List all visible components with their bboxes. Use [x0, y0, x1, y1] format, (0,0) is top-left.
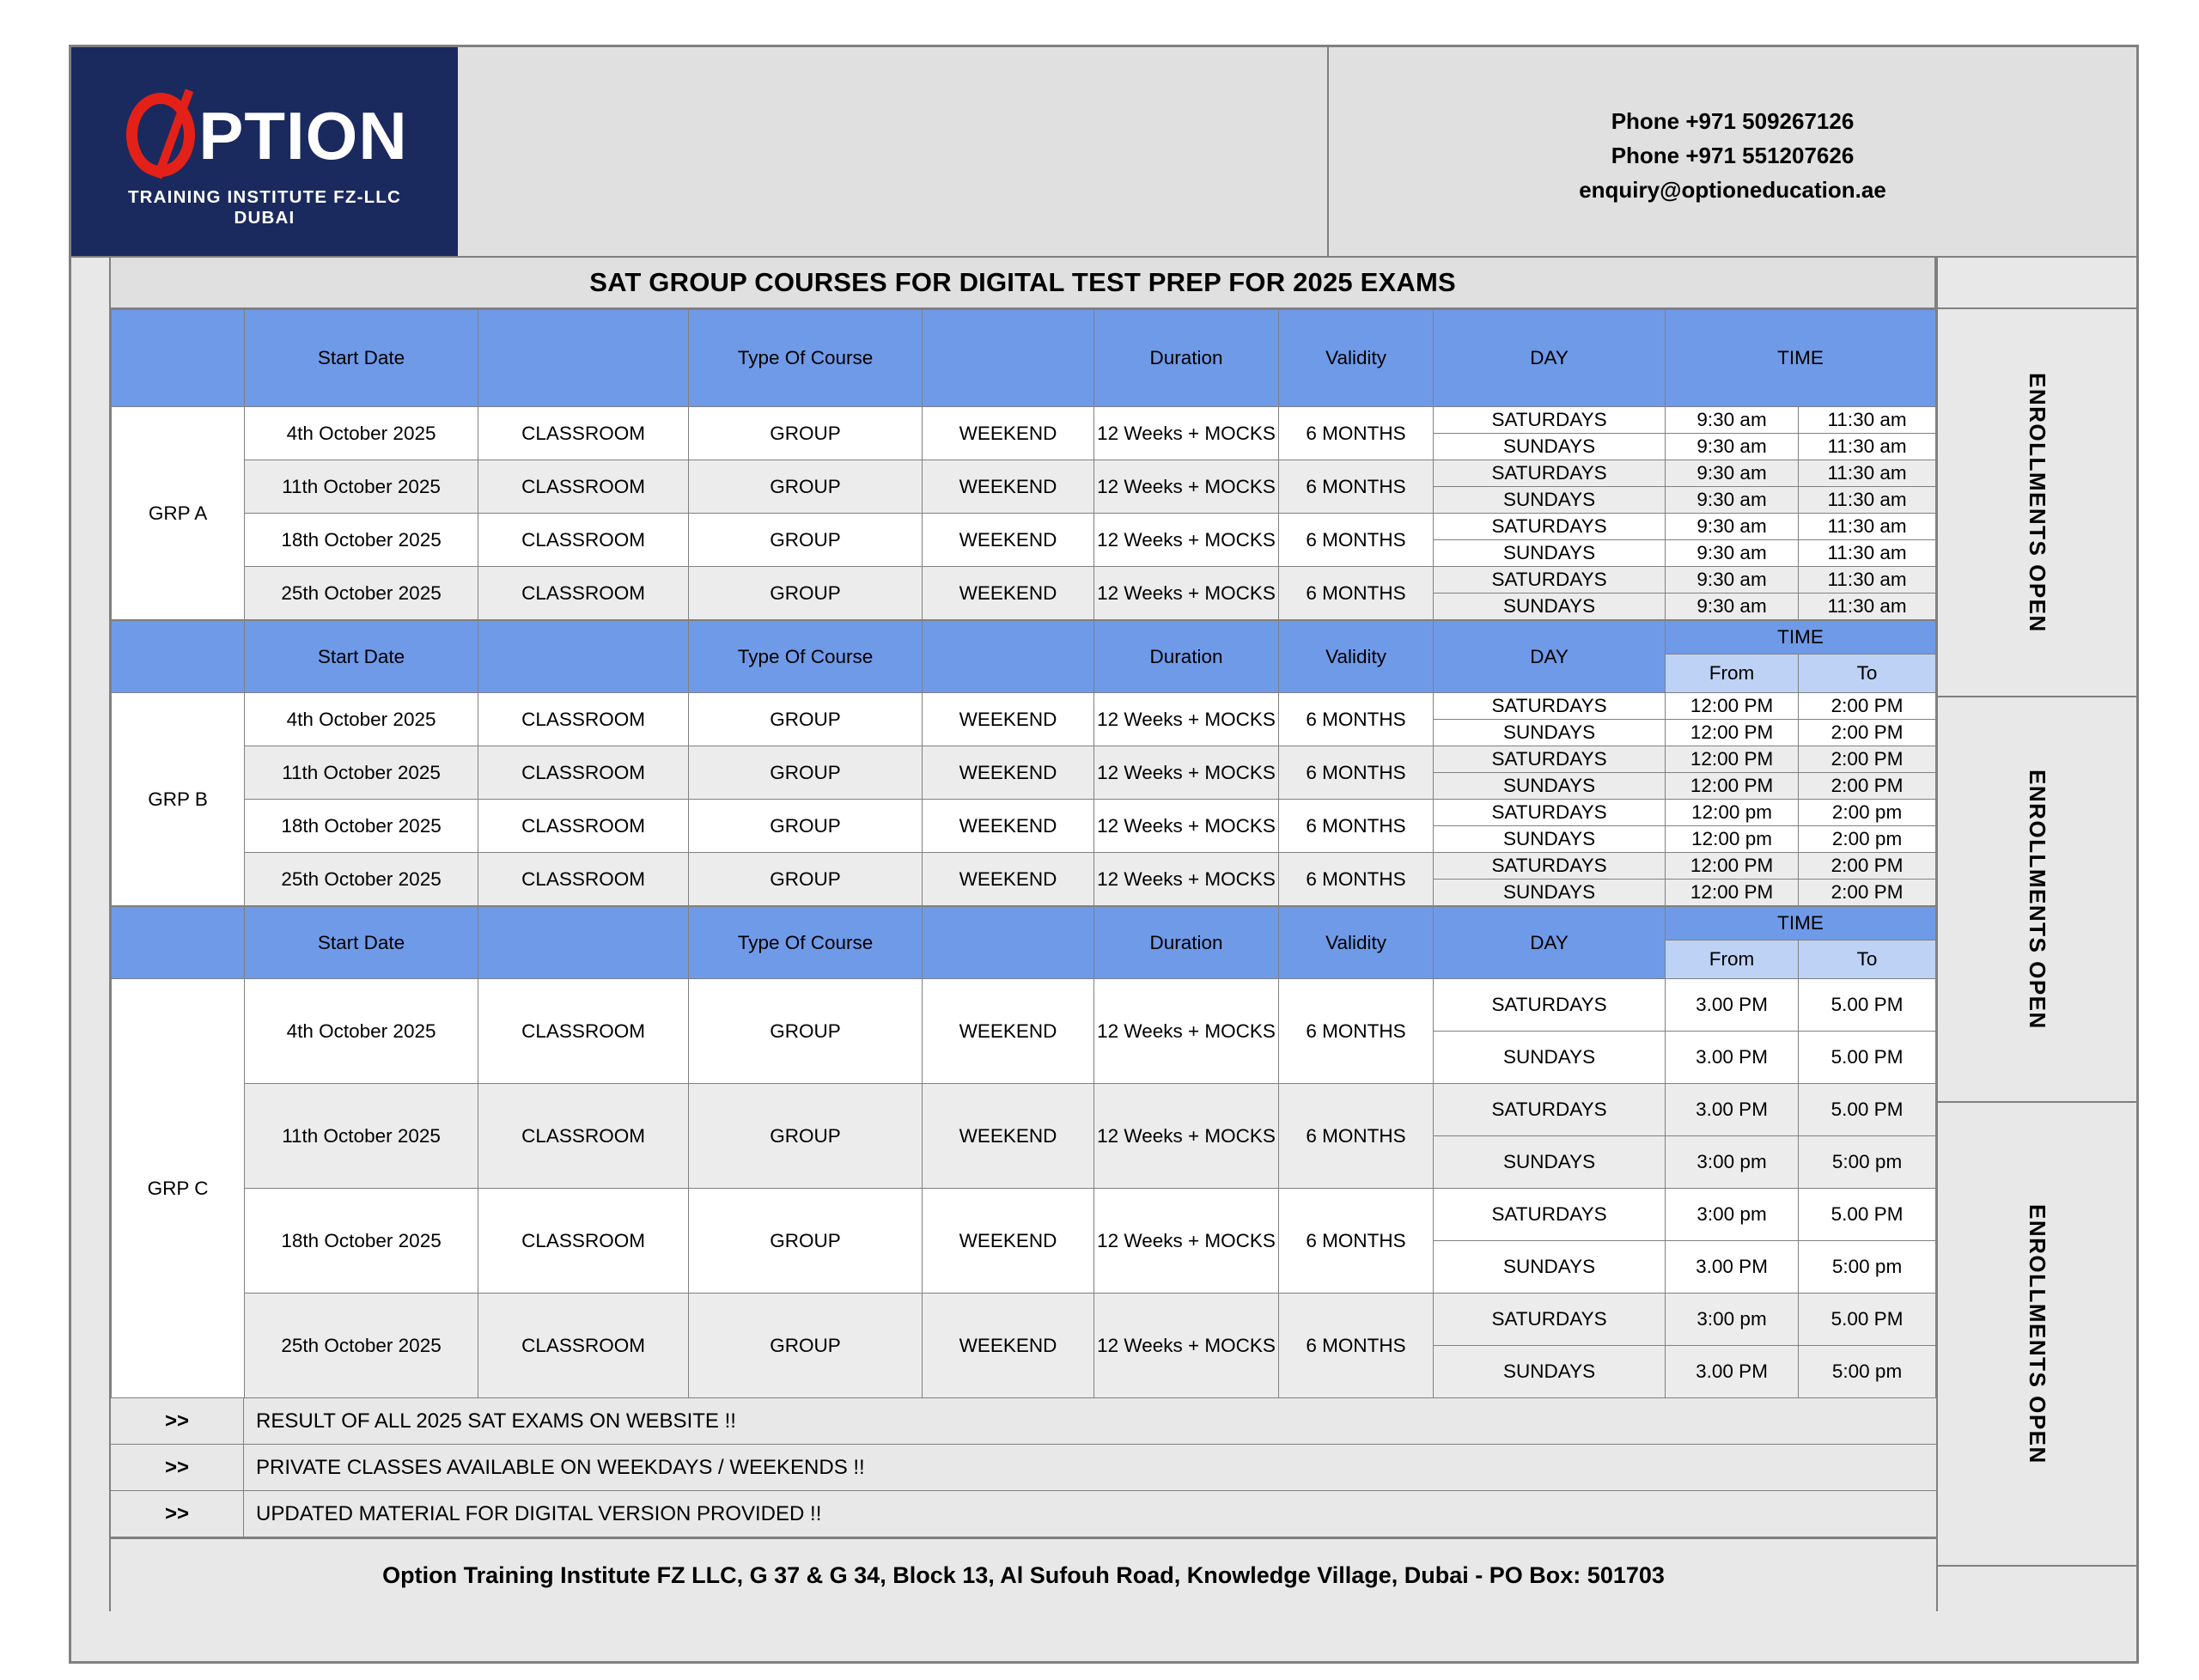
header-day: DAY — [1434, 621, 1666, 693]
bottom-padding — [71, 1611, 2136, 1661]
cell-time-from: 3.00 PM — [1666, 1346, 1799, 1398]
cell-time-to: 2:00 pm — [1799, 826, 1936, 853]
cell-start-date: 11th October 2025 — [245, 1084, 478, 1189]
cell-day: SUNDAYS — [1434, 1346, 1666, 1398]
cell-validity: 6 MONTHS — [1279, 407, 1434, 460]
cell-time-to: 5.00 PM — [1799, 979, 1936, 1032]
schedule-table-grp-a — [111, 309, 1936, 620]
cell-start-date: 4th October 2025 — [245, 979, 478, 1084]
enrollments-open-label: ENROLLMENTS OPEN — [2025, 1203, 2051, 1464]
cell-duration: 12 Weeks + MOCKS — [1094, 1293, 1279, 1398]
cell-duration: 12 Weeks + MOCKS — [1094, 1084, 1279, 1189]
enrollments-column — [1936, 258, 2136, 1611]
cell-time-from: 12:00 PM — [1666, 693, 1799, 720]
cell-time-from: 12:00 PM — [1666, 880, 1799, 906]
enrollments-open-grp-b — [1938, 697, 2136, 1103]
flyer-sheet — [69, 45, 2139, 1664]
cell-day: SATURDAYS — [1434, 514, 1666, 540]
cell-time-to: 11:30 am — [1799, 593, 1936, 620]
note-row — [111, 1398, 1936, 1445]
cell-start-date: 25th October 2025 — [245, 1293, 478, 1398]
note-arrow: >> — [111, 1445, 244, 1490]
header-type-of-course: Type Of Course — [689, 621, 923, 693]
cell-time-to: 2:00 PM — [1799, 853, 1936, 880]
schedule-table-grp-b — [111, 620, 1936, 906]
cell-time-from: 12:00 pm — [1666, 800, 1799, 826]
brand-logo — [71, 47, 458, 256]
cell-when: WEEKEND — [923, 1084, 1094, 1189]
cell-time-to: 5:00 pm — [1799, 1136, 1936, 1189]
header-type-of-course: Type Of Course — [689, 907, 923, 979]
note-text: RESULT OF ALL 2025 SAT EXAMS ON WEBSITE !! — [256, 1409, 736, 1433]
table-row — [112, 693, 1936, 720]
cell-day: SATURDAYS — [1434, 800, 1666, 826]
cell-duration: 12 Weeks + MOCKS — [1094, 693, 1279, 746]
cell-type: GROUP — [689, 460, 923, 514]
table-row — [112, 1189, 1936, 1241]
cell-duration: 12 Weeks + MOCKS — [1094, 979, 1279, 1084]
cell-time-to: 2:00 PM — [1799, 773, 1936, 800]
brand-subtitle-1: TRAINING INSTITUTE FZ-LLC — [127, 186, 402, 207]
cell-time-to: 2:00 PM — [1799, 880, 1936, 906]
header-validity: Validity — [1279, 310, 1434, 407]
note-row — [111, 1491, 1936, 1537]
cell-when: WEEKEND — [923, 407, 1094, 460]
cell-type: GROUP — [689, 746, 923, 800]
cell-mode: CLASSROOM — [478, 693, 689, 746]
cell-duration: 12 Weeks + MOCKS — [1094, 407, 1279, 460]
cell-time-from: 9:30 am — [1666, 434, 1799, 460]
cell-mode: CLASSROOM — [478, 1084, 689, 1189]
cell-day: SUNDAYS — [1434, 1136, 1666, 1189]
cell-day: SUNDAYS — [1434, 540, 1666, 567]
cell-day: SUNDAYS — [1434, 487, 1666, 514]
table-row — [112, 460, 1936, 487]
cell-day: SUNDAYS — [1434, 826, 1666, 853]
header-duration: Duration — [1094, 621, 1279, 693]
cell-start-date: 11th October 2025 — [245, 460, 478, 514]
cell-mode: CLASSROOM — [478, 800, 689, 853]
table-row — [112, 746, 1936, 773]
cell-when: WEEKEND — [923, 1293, 1094, 1398]
cell-time-to: 11:30 am — [1799, 567, 1936, 593]
cell-start-date: 25th October 2025 — [245, 853, 478, 906]
cell-time-from: 3.00 PM — [1666, 1241, 1799, 1293]
header-time-to: To — [1799, 654, 1936, 693]
table-header-row — [112, 907, 1936, 940]
left-gutter — [71, 258, 111, 1611]
enroll-spacer-top — [1938, 258, 2136, 309]
group-label: GRP A — [112, 407, 245, 620]
cell-time-from: 12:00 PM — [1666, 773, 1799, 800]
logo-wordmark — [121, 88, 407, 184]
cell-when: WEEKEND — [923, 460, 1094, 514]
cell-duration: 12 Weeks + MOCKS — [1094, 746, 1279, 800]
header-time-from: From — [1666, 654, 1799, 693]
cell-duration: 12 Weeks + MOCKS — [1094, 460, 1279, 514]
cell-time-from: 3.00 PM — [1666, 1084, 1799, 1136]
cell-day: SATURDAYS — [1434, 1084, 1666, 1136]
cell-time-from: 9:30 am — [1666, 514, 1799, 540]
cell-time-to: 2:00 pm — [1799, 800, 1936, 826]
page-title — [111, 258, 1936, 309]
note-text: UPDATED MATERIAL FOR DIGITAL VERSION PROVIDED !! — [256, 1501, 822, 1525]
header-start-date: Start Date — [245, 907, 478, 979]
cell-start-date: 4th October 2025 — [245, 407, 478, 460]
header-validity: Validity — [1279, 907, 1434, 979]
header-blank-mode — [478, 621, 689, 693]
cell-mode: CLASSROOM — [478, 514, 689, 567]
cell-day: SATURDAYS — [1434, 1189, 1666, 1241]
cell-when: WEEKEND — [923, 693, 1094, 746]
cell-validity: 6 MONTHS — [1279, 800, 1434, 853]
cell-type: GROUP — [689, 800, 923, 853]
header-day: DAY — [1434, 310, 1666, 407]
cell-time-to: 5.00 PM — [1799, 1032, 1936, 1084]
cell-time-to: 11:30 am — [1799, 540, 1936, 567]
cell-day: SATURDAYS — [1434, 1293, 1666, 1346]
cell-start-date: 18th October 2025 — [245, 1189, 478, 1293]
schedule-table-grp-c — [111, 906, 1936, 1398]
cell-validity: 6 MONTHS — [1279, 460, 1434, 514]
cell-duration: 12 Weeks + MOCKS — [1094, 853, 1279, 906]
cell-mode: CLASSROOM — [478, 979, 689, 1084]
cell-mode: CLASSROOM — [478, 407, 689, 460]
header-time: TIME — [1666, 907, 1936, 940]
table-row — [112, 979, 1936, 1032]
cell-time-from: 9:30 am — [1666, 593, 1799, 620]
table-row — [112, 800, 1936, 826]
cell-validity: 6 MONTHS — [1279, 1084, 1434, 1189]
cell-start-date: 4th October 2025 — [245, 693, 478, 746]
cell-day: SUNDAYS — [1434, 593, 1666, 620]
cell-type: GROUP — [689, 567, 923, 620]
cell-mode: CLASSROOM — [478, 1293, 689, 1398]
note-arrow: >> — [111, 1491, 244, 1537]
cell-duration: 12 Weeks + MOCKS — [1094, 1189, 1279, 1293]
header-blank-grp — [112, 310, 245, 407]
cell-time-to: 5.00 PM — [1799, 1293, 1936, 1346]
cell-when: WEEKEND — [923, 567, 1094, 620]
group-label: GRP B — [112, 693, 245, 906]
cell-mode: CLASSROOM — [478, 853, 689, 906]
cell-start-date: 11th October 2025 — [245, 746, 478, 800]
table-row — [112, 407, 1936, 434]
cell-type: GROUP — [689, 1293, 923, 1398]
table-header-row — [112, 621, 1936, 654]
cell-time-from: 9:30 am — [1666, 407, 1799, 434]
header-blank-when — [923, 310, 1094, 407]
header-day: DAY — [1434, 907, 1666, 979]
header-type-of-course: Type Of Course — [689, 310, 923, 407]
cell-time-to: 5.00 PM — [1799, 1084, 1936, 1136]
cell-day: SATURDAYS — [1434, 567, 1666, 593]
cell-start-date: 18th October 2025 — [245, 514, 478, 567]
header-time: TIME — [1666, 621, 1936, 654]
cell-day: SATURDAYS — [1434, 746, 1666, 773]
header-duration: Duration — [1094, 310, 1279, 407]
cell-time-to: 5.00 PM — [1799, 1189, 1936, 1241]
table-row — [112, 1293, 1936, 1346]
brand-subtitle-2: DUBAI — [234, 207, 295, 228]
cell-time-from: 12:00 pm — [1666, 826, 1799, 853]
cell-validity: 6 MONTHS — [1279, 1189, 1434, 1293]
table-row — [112, 1084, 1936, 1136]
cell-day: SUNDAYS — [1434, 1241, 1666, 1293]
cell-time-from: 9:30 am — [1666, 460, 1799, 487]
cell-time-from: 12:00 PM — [1666, 746, 1799, 773]
cell-day: SUNDAYS — [1434, 434, 1666, 460]
cell-when: WEEKEND — [923, 979, 1094, 1084]
header-time-from: From — [1666, 940, 1799, 979]
table-row — [112, 853, 1936, 880]
cell-day: SATURDAYS — [1434, 407, 1666, 434]
cell-validity: 6 MONTHS — [1279, 514, 1434, 567]
cell-duration: 12 Weeks + MOCKS — [1094, 800, 1279, 853]
header-spacer — [458, 47, 1329, 256]
header-time: TIME — [1666, 310, 1936, 407]
cell-mode: CLASSROOM — [478, 746, 689, 800]
header-blank-when — [923, 907, 1094, 979]
header-time-to: To — [1799, 940, 1936, 979]
cell-time-from: 9:30 am — [1666, 567, 1799, 593]
cell-type: GROUP — [689, 693, 923, 746]
address-text: Option Training Institute FZ LLC, G 37 & G 34, Block 13, Al Sufouh Road, Knowledge Village, Dubai - PO Box: 501703 — [382, 1561, 1665, 1588]
cell-day: SUNDAYS — [1434, 773, 1666, 800]
enroll-spacer-bottom — [1938, 1567, 2136, 1611]
cell-when: WEEKEND — [923, 800, 1094, 853]
header-blank-mode — [478, 310, 689, 407]
cell-type: GROUP — [689, 407, 923, 460]
cell-time-to: 11:30 am — [1799, 487, 1936, 514]
cell-time-to: 5:00 pm — [1799, 1346, 1936, 1398]
enrollments-open-label: ENROLLMENTS OPEN — [2025, 372, 2051, 633]
cell-type: GROUP — [689, 979, 923, 1084]
enrollments-open-grp-a — [1938, 309, 2136, 697]
cell-time-to: 2:00 PM — [1799, 693, 1936, 720]
header-validity: Validity — [1279, 621, 1434, 693]
cell-type: GROUP — [689, 853, 923, 906]
cell-day: SUNDAYS — [1434, 880, 1666, 906]
header-blank-when — [923, 621, 1094, 693]
cell-day: SATURDAYS — [1434, 979, 1666, 1032]
cell-start-date: 25th October 2025 — [245, 567, 478, 620]
cell-mode: CLASSROOM — [478, 460, 689, 514]
cell-validity: 6 MONTHS — [1279, 1293, 1434, 1398]
header-blank-mode — [478, 907, 689, 979]
cell-time-to: 11:30 am — [1799, 460, 1936, 487]
cell-time-to: 5:00 pm — [1799, 1241, 1936, 1293]
body — [71, 256, 2136, 1611]
logo-o-icon — [121, 91, 204, 180]
contact-block — [1329, 47, 2136, 256]
brand-name: PTION — [198, 97, 408, 173]
cell-day: SUNDAYS — [1434, 720, 1666, 746]
group-label: GRP C — [112, 979, 245, 1398]
header-duration: Duration — [1094, 907, 1279, 979]
contact-phone-2: Phone +971 551207626 — [1611, 142, 1855, 168]
cell-validity: 6 MONTHS — [1279, 853, 1434, 906]
table-row — [112, 514, 1936, 540]
note-row — [111, 1445, 1936, 1491]
note-text: PRIVATE CLASSES AVAILABLE ON WEEKDAYS / WEEKENDS !! — [256, 1455, 865, 1479]
cell-time-to: 2:00 PM — [1799, 720, 1936, 746]
main-column — [111, 258, 1936, 1611]
cell-time-from: 9:30 am — [1666, 487, 1799, 514]
cell-validity: 6 MONTHS — [1279, 567, 1434, 620]
cell-when: WEEKEND — [923, 514, 1094, 567]
cell-day: SATURDAYS — [1434, 693, 1666, 720]
cell-type: GROUP — [689, 1189, 923, 1293]
cell-type: GROUP — [689, 514, 923, 567]
cell-when: WEEKEND — [923, 1189, 1094, 1293]
cell-time-from: 12:00 PM — [1666, 720, 1799, 746]
cell-duration: 12 Weeks + MOCKS — [1094, 514, 1279, 567]
header-start-date: Start Date — [245, 310, 478, 407]
cell-mode: CLASSROOM — [478, 567, 689, 620]
enrollments-open-label: ENROLLMENTS OPEN — [2025, 769, 2051, 1030]
contact-phone-1: Phone +971 509267126 — [1611, 107, 1855, 134]
header-blank-grp — [112, 621, 245, 693]
cell-start-date: 18th October 2025 — [245, 800, 478, 853]
cell-time-from: 9:30 am — [1666, 540, 1799, 567]
table-row — [112, 567, 1936, 593]
page-title-text: SAT GROUP COURSES FOR DIGITAL TEST PREP FOR 2025 EXAMS — [589, 267, 1456, 297]
header-blank-grp — [112, 907, 245, 979]
note-arrow: >> — [111, 1398, 244, 1444]
cell-time-from: 3:00 pm — [1666, 1189, 1799, 1241]
cell-day: SATURDAYS — [1434, 460, 1666, 487]
cell-when: WEEKEND — [923, 853, 1094, 906]
contact-email[interactable]: enquiry@optioneducation.ae — [1579, 176, 1886, 203]
cell-time-from: 12:00 PM — [1666, 853, 1799, 880]
cell-day: SUNDAYS — [1434, 1032, 1666, 1084]
cell-time-to: 11:30 am — [1799, 514, 1936, 540]
cell-validity: 6 MONTHS — [1279, 693, 1434, 746]
cell-validity: 6 MONTHS — [1279, 746, 1434, 800]
cell-day: SATURDAYS — [1434, 853, 1666, 880]
cell-validity: 6 MONTHS — [1279, 979, 1434, 1084]
table-header-row — [112, 310, 1936, 407]
cell-time-from: 3:00 pm — [1666, 1136, 1799, 1189]
cell-duration: 12 Weeks + MOCKS — [1094, 567, 1279, 620]
header — [71, 47, 2136, 256]
cell-time-to: 11:30 am — [1799, 434, 1936, 460]
cell-time-to: 11:30 am — [1799, 407, 1936, 434]
cell-when: WEEKEND — [923, 746, 1094, 800]
cell-mode: CLASSROOM — [478, 1189, 689, 1293]
enrollments-open-grp-c — [1938, 1103, 2136, 1567]
cell-time-from: 3:00 pm — [1666, 1293, 1799, 1346]
cell-time-from: 3.00 PM — [1666, 979, 1799, 1032]
cell-time-to: 2:00 PM — [1799, 746, 1936, 773]
cell-type: GROUP — [689, 1084, 923, 1189]
address-footer — [111, 1537, 1936, 1611]
header-start-date: Start Date — [245, 621, 478, 693]
cell-time-from: 3.00 PM — [1666, 1032, 1799, 1084]
